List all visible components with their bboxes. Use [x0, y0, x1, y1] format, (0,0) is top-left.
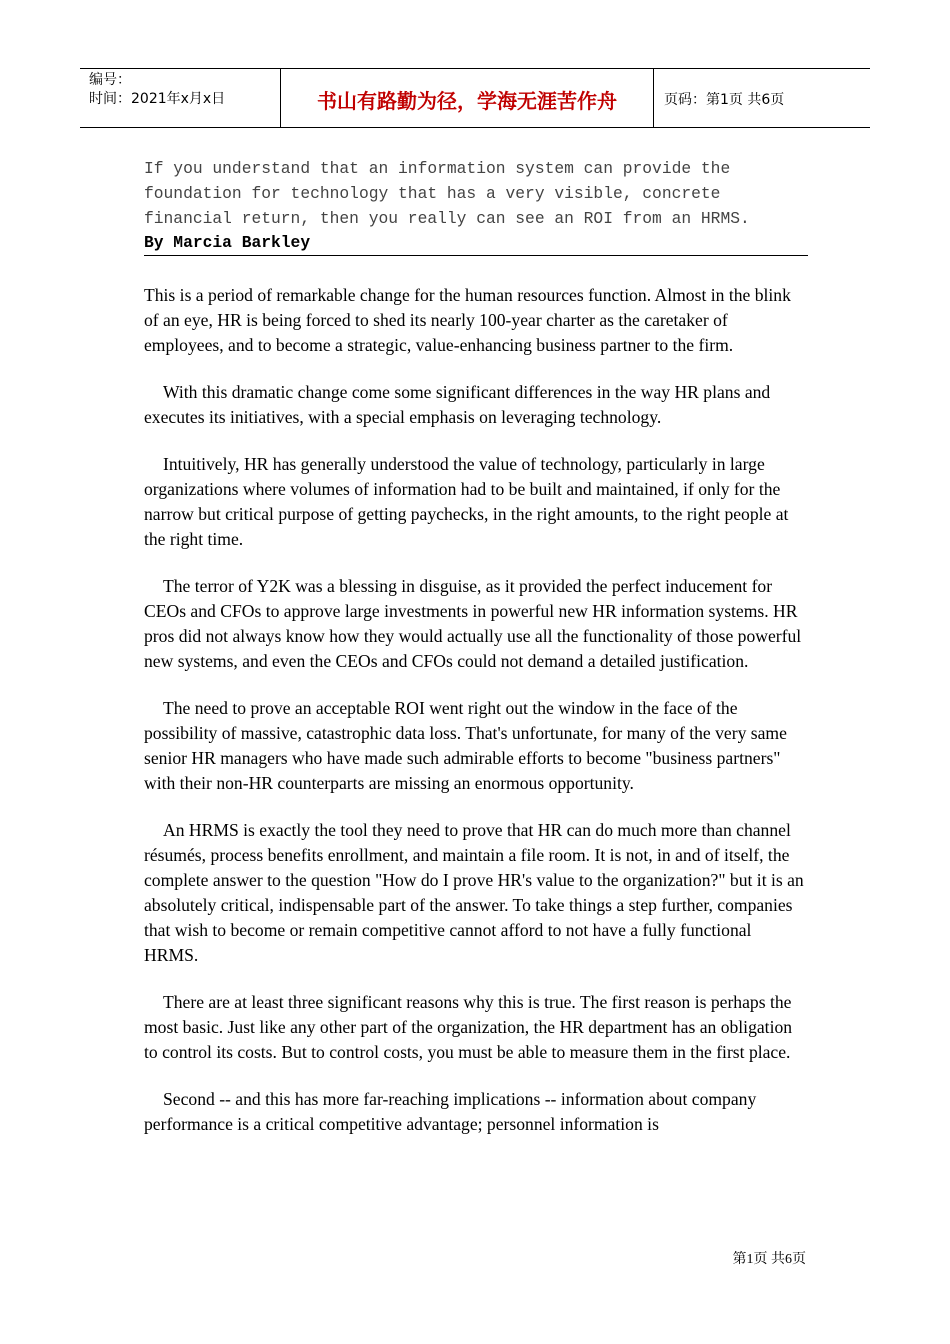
- page-header: [80, 68, 870, 128]
- page-footer: 第1页 共6页: [732, 1252, 806, 1267]
- paragraph: The need to prove an acceptable ROI went right out the window in the face of the possibility of massive, catastrophic data loss. That's unfortunate, for many of the very same senior HR managers who have made such admirable efforts to become "business partners" with their non-HR counterparts are missing an enormous opportunity.: [144, 698, 787, 793]
- header-page-info: 页码：第1页 共6页: [664, 92, 785, 108]
- paragraph: The terror of Y2K was a blessing in disguise, as it provided the perfect inducement for CEOs and CFOs to approve large investments in powerful new HR information systems. HR pros did not always know how they would actually use all the functionality of those powerful new systems, and even the CEOs and CFOs could not demand a detailed justification.: [144, 576, 802, 671]
- header-motto: 书山有路勤为径，学海无涯苦作舟: [281, 69, 654, 127]
- paragraph: Intuitively, HR has generally understood the value of technology, particularly in large organizations where volumes of information had to be built and maintained, if only for the narrow but critical purpose of getting paychecks, in the right amounts, to the right people at the right time.: [144, 454, 789, 549]
- paragraph: Second -- and this has more far-reaching implications -- information about company performance is a critical competitive advantage; personnel information is: [144, 1089, 757, 1134]
- paragraph: This is a period of remarkable change for the human resources function. Almost in the blink of an eye, HR is being forced to shed its nearly 100-year charter as the caretaker of employees, and to become a strategic, value-enhancing business partner to the firm.: [144, 285, 791, 355]
- header-meta: [80, 69, 281, 127]
- paragraph: With this dramatic change come some significant differences in the way HR plans and executes its initiatives, with a special emphasis on leveraging technology.: [144, 382, 771, 427]
- number-label: 编号：: [89, 72, 131, 88]
- date-label: 时间：2021年x月x日: [89, 91, 226, 107]
- article-body: [144, 156, 808, 1159]
- article-byline: By Marcia Barkley: [144, 231, 808, 256]
- article-lead: If you understand that an information system can provide the foundation for technology that has a very visible, concrete financial return, then you really can see an ROI from an HRMS.: [144, 159, 750, 228]
- paragraph: There are at least three significant reasons why this is true. The first reason is perhaps the most basic. Just like any other part of the organization, the HR department has an obligation to control its costs. But to control costs, you must be able to measure them in the first place.: [144, 992, 793, 1062]
- paragraph: An HRMS is exactly the tool they need to prove that HR can do much more than channel résumés, process benefits enrollment, and maintain a file room. It is not, in and of itself, the complete answer to the question "How do I prove HR's value to the organization?" but it is an absolutely critical, indispensable part of the answer. To take things a step further, companies that wish to become or remain competitive cannot afford to not have a fully functional HRMS.: [144, 820, 804, 965]
